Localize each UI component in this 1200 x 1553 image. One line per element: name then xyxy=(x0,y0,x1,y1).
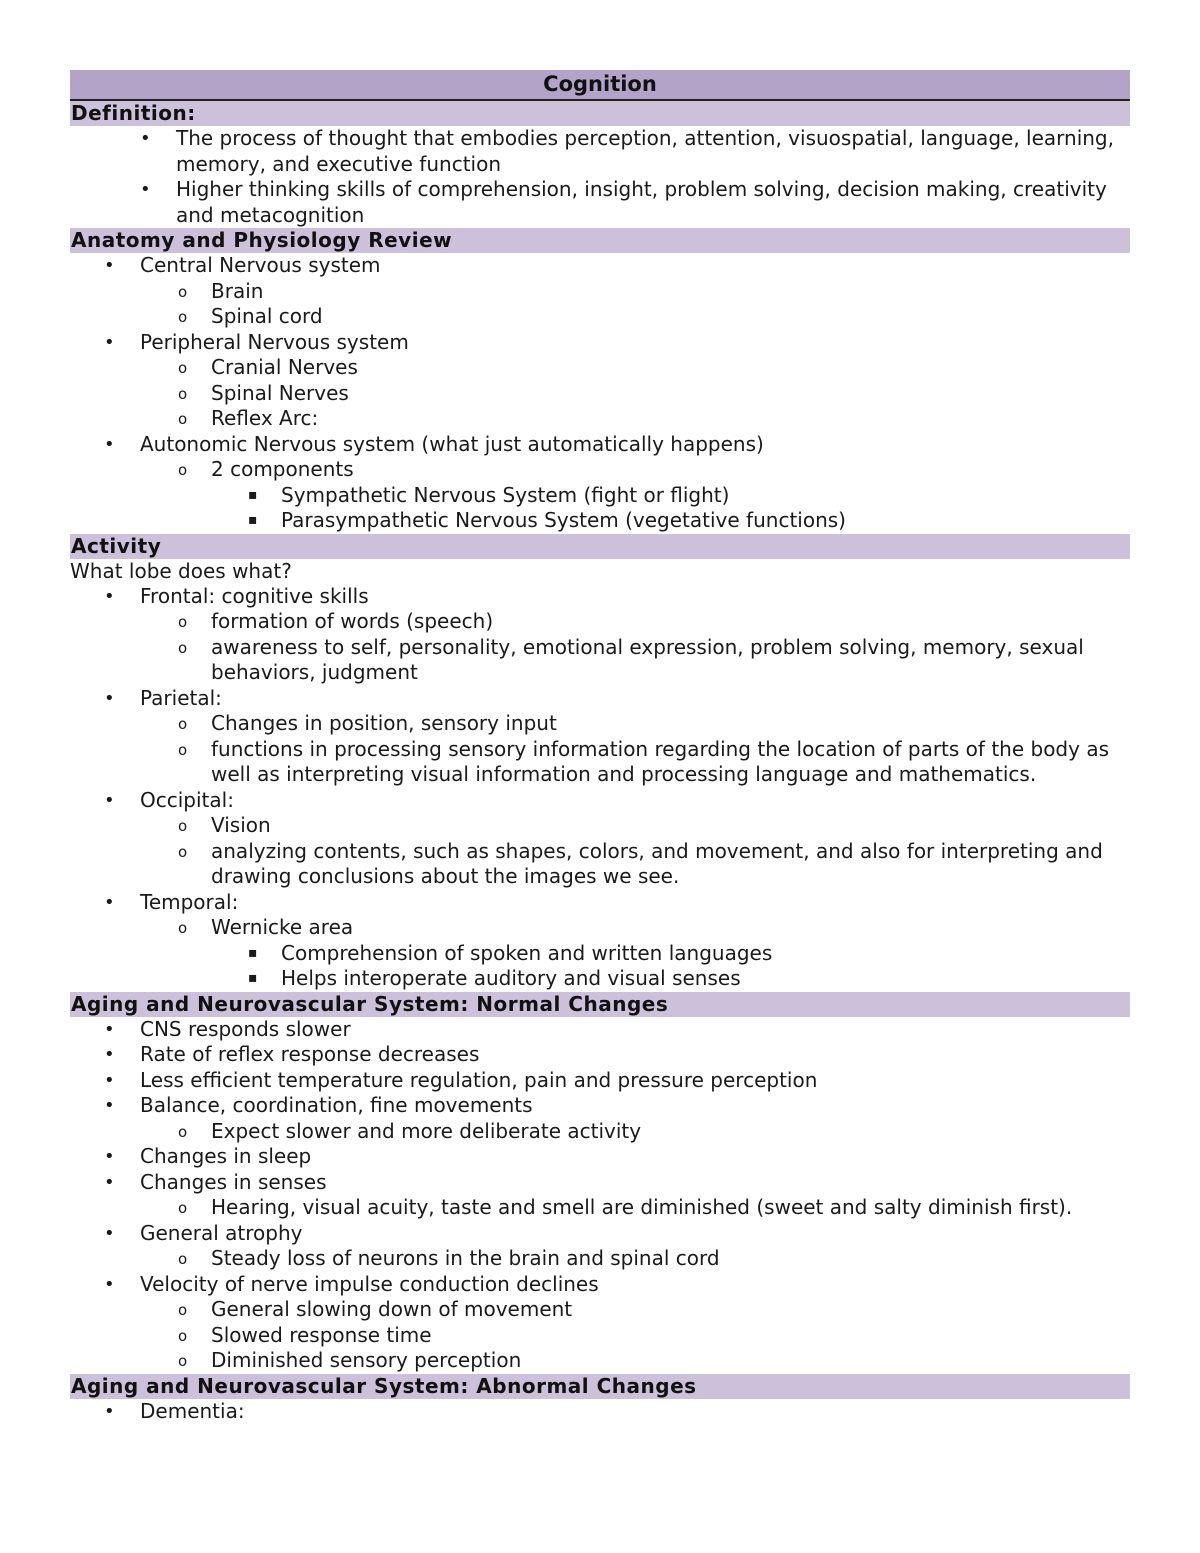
circle-bullet-icon: o xyxy=(178,282,188,301)
bullet-icon: • xyxy=(104,1146,115,1167)
list-item: • Central Nervous system xyxy=(104,253,381,277)
list-item: o General slowing down of movement xyxy=(70,1297,1130,1323)
list-item: o Wernicke area xyxy=(70,915,1130,941)
bullet-icon: • xyxy=(104,255,115,276)
list-item: o analyzing contents, such as shapes, colors, and movement, and also for interpreting and drawing conclusions about the images we see. xyxy=(178,838,1103,888)
document-page xyxy=(70,70,1130,1424)
bullet-icon: • xyxy=(140,179,151,200)
list-item: o formation of words (speech) xyxy=(70,609,1130,635)
circle-bullet-icon: o xyxy=(178,1122,188,1141)
list-item: • The process of thought that embodies perception, attention, visuospatial, language, learning, memory, and executive function xyxy=(140,126,1114,176)
list-item: o Brain xyxy=(70,279,1130,305)
list-item: • Velocity of nerve impulse conduction declines xyxy=(104,1271,599,1296)
circle-bullet-icon: o xyxy=(178,1352,188,1370)
square-bullet-icon: ▪ xyxy=(248,970,258,986)
circle-bullet-icon: o xyxy=(178,1199,188,1217)
list-item: • Occipital: xyxy=(104,787,234,812)
circle-bullet-icon: o xyxy=(178,715,188,733)
bullet-icon: • xyxy=(104,1222,115,1244)
bullet-icon: • xyxy=(104,433,115,455)
bullet-icon: • xyxy=(104,891,115,913)
bullet-icon: • xyxy=(104,1273,115,1295)
circle-bullet-icon: o xyxy=(178,384,188,403)
list-item: o Steady loss of neurons in the brain and spinal cord xyxy=(70,1246,1130,1272)
section-heading-anatomy: Anatomy and Physiology Review xyxy=(70,228,1130,253)
list-item: • Frontal: cognitive skills xyxy=(104,583,369,608)
bullet-icon: • xyxy=(104,585,115,607)
circle-bullet-icon: o xyxy=(178,1250,188,1268)
bullet-icon: • xyxy=(104,1095,115,1116)
list-item: o functions in processing sensory information regarding the location of parts of the body as well as interpreting visual information and processing language and mathematics. xyxy=(178,736,1109,786)
list-item: • Rate of reflex response decreases xyxy=(104,1042,480,1066)
list-item: • Dementia: xyxy=(104,1398,245,1423)
list-item: o Reflex Arc: xyxy=(70,406,1130,432)
section-heading-normal-changes: Aging and Neurovascular System: Normal Changes xyxy=(70,992,1130,1017)
list-item: • Peripheral Nervous system xyxy=(104,329,409,354)
circle-bullet-icon: o xyxy=(178,638,188,657)
list-item: o Slowed response time xyxy=(70,1323,1130,1349)
bullet-icon: • xyxy=(104,1018,115,1040)
list-item: o Spinal cord xyxy=(70,304,1130,330)
list-item: • Less efficient temperature regulation, pain and pressure perception xyxy=(104,1067,818,1092)
circle-bullet-icon: o xyxy=(178,740,188,759)
square-bullet-icon: ▪ xyxy=(248,512,258,528)
list-item: • Autonomic Nervous system (what just automatically happens) xyxy=(104,431,764,456)
circle-bullet-icon: o xyxy=(178,817,188,835)
circle-bullet-icon: o xyxy=(178,919,188,937)
circle-bullet-icon: o xyxy=(178,842,188,861)
bullet-icon: • xyxy=(104,1044,115,1065)
square-bullet-icon: ▪ xyxy=(248,486,258,503)
list-item: ▪ Sympathetic Nervous System (fight or flight) xyxy=(248,482,730,507)
bullet-icon: • xyxy=(104,687,115,709)
list-item: o Cranial Nerves xyxy=(70,355,1130,381)
square-bullet-icon: ▪ xyxy=(248,944,258,961)
bullet-icon: • xyxy=(140,128,151,149)
circle-bullet-icon: o xyxy=(178,410,188,428)
bullet-icon: • xyxy=(104,1171,115,1193)
list-item: o 2 components xyxy=(70,457,1130,483)
list-item: • CNS responds slower xyxy=(104,1016,351,1041)
list-item: • General atrophy xyxy=(104,1220,303,1245)
circle-bullet-icon: o xyxy=(178,461,188,479)
list-item: • Changes in senses xyxy=(104,1169,327,1194)
list-item: o Spinal Nerves xyxy=(70,381,1130,407)
list-item: o awareness to self, personality, emotional expression, problem solving, memory, sexual behaviors, judgment xyxy=(178,634,1084,684)
list-item: • Balance, coordination, fine movements xyxy=(104,1093,533,1117)
list-item: • Higher thinking skills of comprehension, insight, problem solving, decision making, creativity and metacognition xyxy=(140,177,1107,227)
circle-bullet-icon: o xyxy=(178,308,188,326)
list-item: ▪ Comprehension of spoken and written languages xyxy=(248,940,773,965)
list-item: ▪ Parasympathetic Nervous System (vegetative functions) xyxy=(248,508,846,532)
section-heading-definition: Definition: xyxy=(70,101,1130,126)
circle-bullet-icon: o xyxy=(178,1326,188,1345)
circle-bullet-icon: o xyxy=(178,613,188,631)
list-item: o Changes in position, sensory input xyxy=(70,711,1130,737)
list-item: ▪ Helps interoperate auditory and visual senses xyxy=(248,966,741,990)
circle-bullet-icon: o xyxy=(178,359,188,377)
list-item: • Parietal: xyxy=(104,685,222,710)
bullet-icon: • xyxy=(104,331,115,353)
list-item: • Changes in sleep xyxy=(104,1144,312,1168)
document-title: Cognition xyxy=(70,70,1130,101)
list-item: o Diminished sensory perception xyxy=(70,1348,1130,1374)
section-heading-activity: Activity xyxy=(70,534,1130,559)
list-item: o Hearing, visual acuity, taste and smell are diminished (sweet and salty diminish first). xyxy=(70,1195,1130,1221)
bullet-icon: • xyxy=(104,1069,115,1091)
bullet-icon: • xyxy=(104,789,115,811)
list-item: • Temporal: xyxy=(104,889,239,914)
list-item: o Expect slower and more deliberate activity xyxy=(70,1119,1130,1145)
list-item: o Vision xyxy=(70,813,1130,839)
bullet-icon: • xyxy=(104,1400,115,1422)
circle-bullet-icon: o xyxy=(178,1301,188,1319)
activity-question: What lobe does what? xyxy=(70,558,292,583)
section-heading-abnormal-changes: Aging and Neurovascular System: Abnormal Changes xyxy=(70,1374,1130,1399)
